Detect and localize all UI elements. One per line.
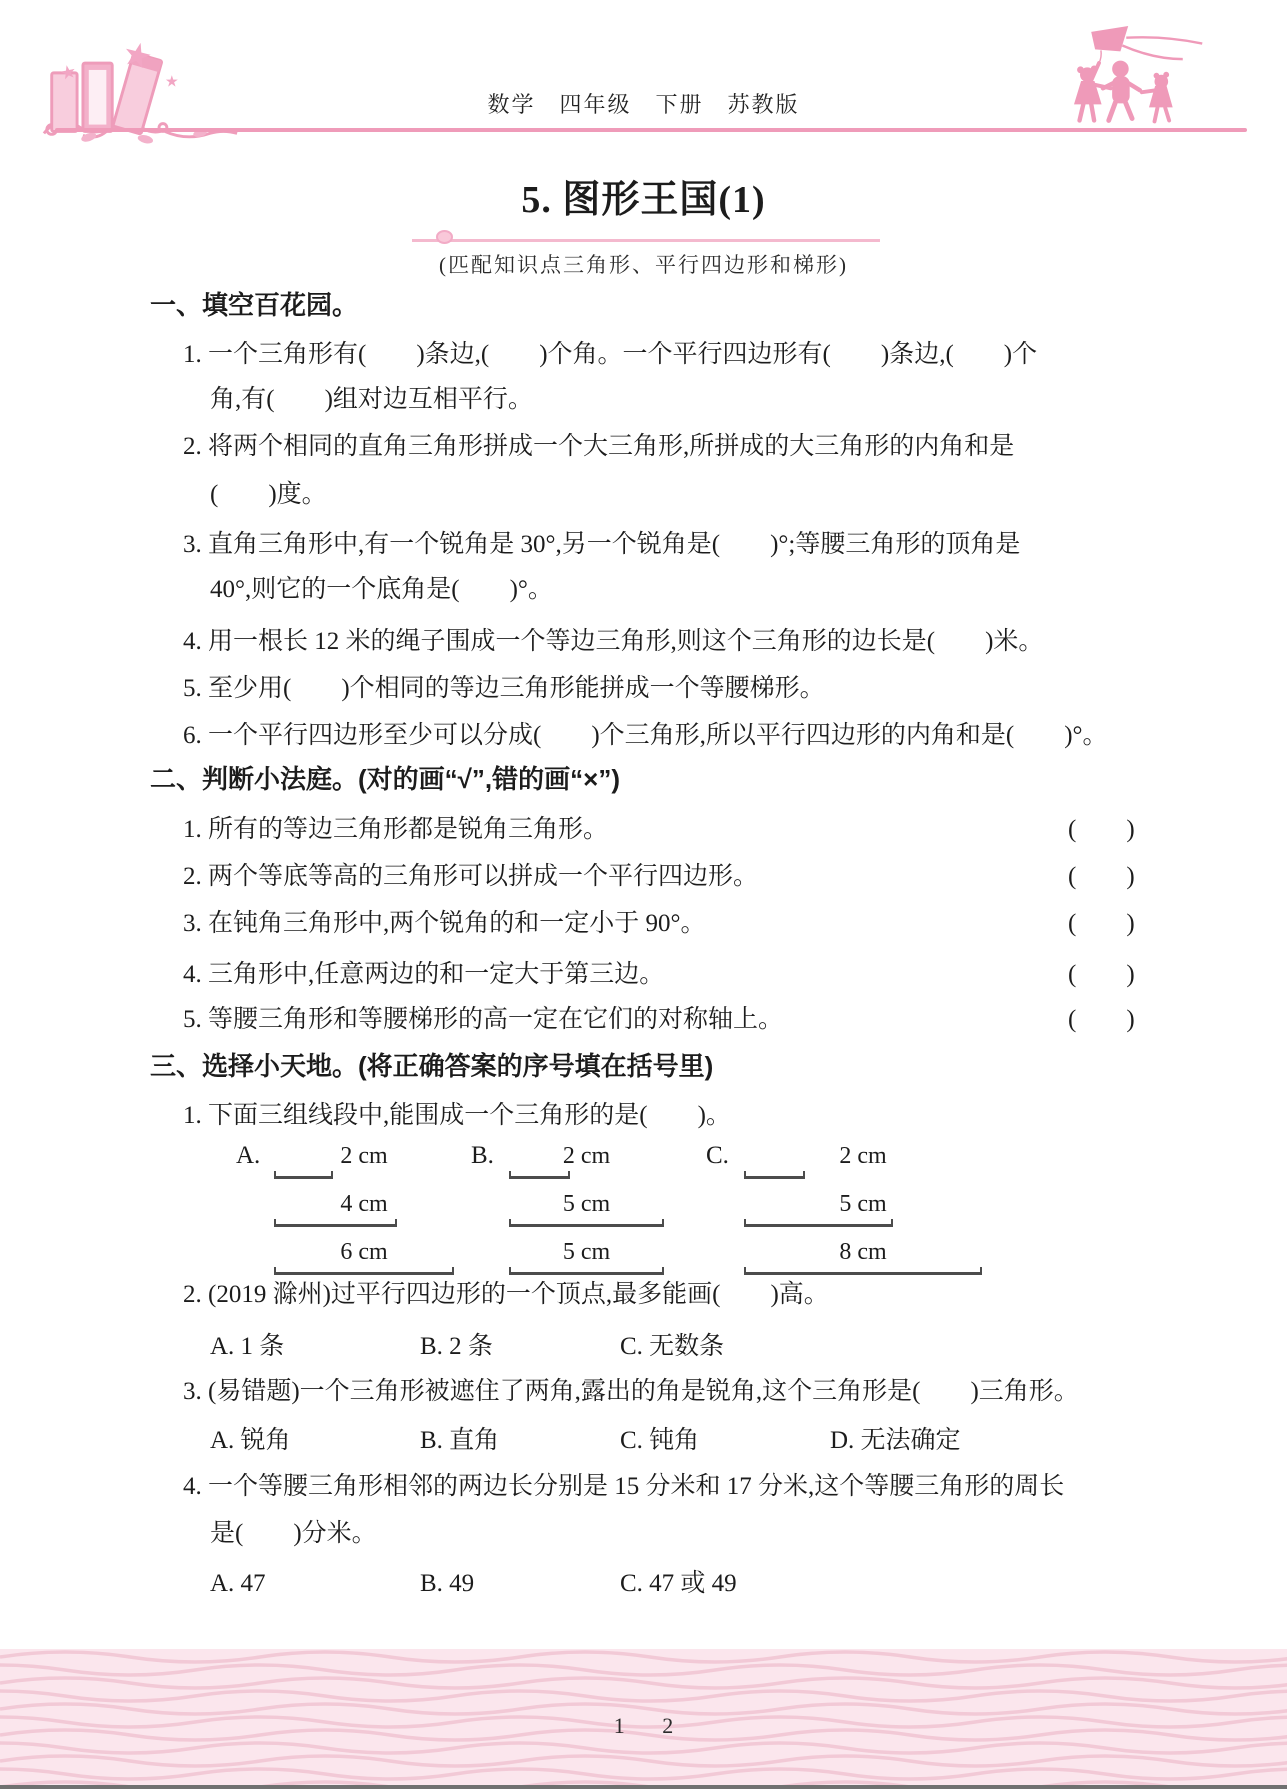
segment-length-label: 5 cm [562, 1239, 611, 1265]
segment-length-label: 2 cm [839, 1143, 887, 1169]
s2-item3-answer-paren: ( ) [1068, 910, 1135, 937]
s3-q1: 1. 下面三组线段中,能围成一个三角形的是( )。 [183, 1102, 731, 1129]
s3-q3: 3. (易错题)一个三角形被遮住了两角,露出的角是锐角,这个三角形是( )三角形。 [183, 1378, 1079, 1405]
header-divider [55, 128, 1247, 132]
s3-q4-option-c: C. 47 或 49 [620, 1570, 737, 1597]
segment [509, 1190, 664, 1227]
title-underline [412, 239, 880, 242]
s3-q3-option-b: B. 直角 [420, 1427, 500, 1454]
svg-text:★: ★ [164, 73, 179, 91]
s3-q2-option-b: B. 2 条 [420, 1333, 493, 1360]
s2-item1 [0, 813, 1287, 847]
s1-item1-line1: 1. 一个三角形有( )条边,( )个角。一个平行四边形有( )条边,( )个 [183, 341, 1038, 368]
segment [274, 1142, 454, 1179]
segment [274, 1238, 454, 1275]
s1-item4: 4. 用一根长 12 米的绳子围成一个等边三角形,则这个三角形的边长是( )米。 [183, 628, 1044, 655]
segment-line [274, 1171, 333, 1179]
s2-item2-text: 2. 两个等底等高的三角形可以拼成一个平行四边形。 [183, 863, 759, 890]
segment-length-label: 2 cm [562, 1143, 611, 1169]
svg-text:★: ★ [57, 61, 79, 86]
segment [274, 1190, 454, 1227]
segment-length-label: 4 cm [340, 1191, 388, 1217]
s2-item5-answer-paren: ( ) [1068, 1006, 1135, 1033]
page-number-right: 2 [662, 1713, 674, 1738]
group-a-label: A. [236, 1142, 261, 1169]
s3-q2-option-c: C. 无数条 [620, 1333, 725, 1360]
s1-item1-line2: 角,有( )组对边互相平行。 [210, 386, 533, 413]
s3-q3-option-c: C. 钝角 [620, 1427, 700, 1454]
segment-line [744, 1219, 893, 1227]
page-bottom-edge [0, 1785, 1287, 1789]
section3-heading: 三、选择小天地。(将正确答案的序号填在括号里) [150, 1051, 714, 1081]
s3-q4-line2: 是( )分米。 [210, 1520, 377, 1547]
segment [744, 1190, 982, 1227]
line-segments-diagram [0, 1142, 1287, 1300]
s1-item2-line1: 2. 将两个相同的直角三角形拼成一个大三角形,所拼成的大三角形的内角和是 [183, 433, 1015, 460]
s1-item6: 6. 一个平行四边形至少可以分成( )个三角形,所以平行四边形的内角和是( )°。 [183, 722, 1108, 749]
s2-item3-text: 3. 在钝角三角形中,两个锐角的和一定小于 90°。 [183, 910, 706, 937]
segment [744, 1142, 982, 1179]
title-subtitle: (匹配知识点三角形、平行四边形和梯形) [439, 253, 848, 277]
s3-q4-option-a: A. 47 [210, 1570, 266, 1597]
s2-item4 [0, 958, 1287, 992]
segment-line [744, 1267, 982, 1275]
s2-item5-text: 5. 等腰三角形和等腰梯形的高一定在它们的对称轴上。 [183, 1006, 784, 1033]
segment-line [274, 1219, 397, 1227]
page-title: 5. 图形王国(1) [521, 179, 766, 221]
segment-length-label: 5 cm [839, 1191, 887, 1217]
segment-group-b [471, 1142, 664, 1286]
segment-group-c [706, 1142, 982, 1286]
s1-item5: 5. 至少用( )个相同的等边三角形能拼成一个等腰梯形。 [183, 675, 825, 702]
children-kite-decoration [1005, 26, 1230, 143]
s2-item5 [0, 1003, 1287, 1037]
segment-group-a [236, 1142, 454, 1286]
segment [509, 1142, 664, 1179]
s2-item1-answer-paren: ( ) [1068, 816, 1135, 843]
s2-item4-text: 4. 三角形中,任意两边的和一定大于第三边。 [183, 961, 665, 988]
s1-item3-line2: 40°,则它的一个底角是( )°。 [210, 576, 553, 603]
s3-q3-option-d: D. 无法确定 [830, 1427, 961, 1454]
s3-q2-option-a: A. 1 条 [210, 1333, 285, 1360]
section1-heading: 一、填空百花园。 [150, 290, 359, 320]
segment [509, 1238, 664, 1275]
s2-item4-answer-paren: ( ) [1068, 961, 1135, 988]
page-numbers [0, 1713, 1287, 1739]
segment [744, 1238, 982, 1275]
segment-line [509, 1267, 664, 1275]
s2-item2 [0, 860, 1287, 894]
segment-length-label: 5 cm [562, 1191, 611, 1217]
s1-item3-line1: 3. 直角三角形中,有一个锐角是 30°,另一个锐角是( )°;等腰三角形的顶角是 [183, 531, 1021, 558]
segment-length-label: 6 cm [340, 1239, 388, 1265]
footer-band [0, 1649, 1287, 1789]
segment-length-label: 2 cm [340, 1143, 388, 1169]
s3-q2: 2. (2019 滁州)过平行四边形的一个顶点,最多能画( )高。 [183, 1281, 829, 1308]
group-b-label: B. [471, 1142, 494, 1169]
s2-item2-answer-paren: ( ) [1068, 863, 1135, 890]
page-number-left: 1 [613, 1713, 625, 1738]
s3-q4-line1: 4. 一个等腰三角形相邻的两边长分别是 15 分米和 17 分米,这个等腰三角形的周长 [183, 1473, 1065, 1500]
s3-q4-option-b: B. 49 [420, 1570, 475, 1597]
group-c-label: C. [706, 1142, 729, 1169]
segment-length-label: 8 cm [839, 1239, 887, 1265]
svg-text:★: ★ [118, 34, 157, 78]
course-header: 数学 四年级 下册 苏教版 [487, 92, 800, 117]
s2-item1-text: 1. 所有的等边三角形都是锐角三角形。 [183, 816, 609, 843]
section2-heading: 二、判断小法庭。(对的画“√”,错的画“×”) [150, 764, 620, 794]
kite-icon [1091, 26, 1128, 51]
segment-line [509, 1171, 570, 1179]
s3-q3-option-a: A. 锐角 [210, 1427, 291, 1454]
segment-line [509, 1219, 664, 1227]
segment-line [744, 1171, 805, 1179]
s1-item2-line2: ( )度。 [210, 481, 327, 508]
segment-line [274, 1267, 454, 1275]
s2-item3 [0, 907, 1287, 941]
title-dot-ornament [436, 230, 453, 244]
